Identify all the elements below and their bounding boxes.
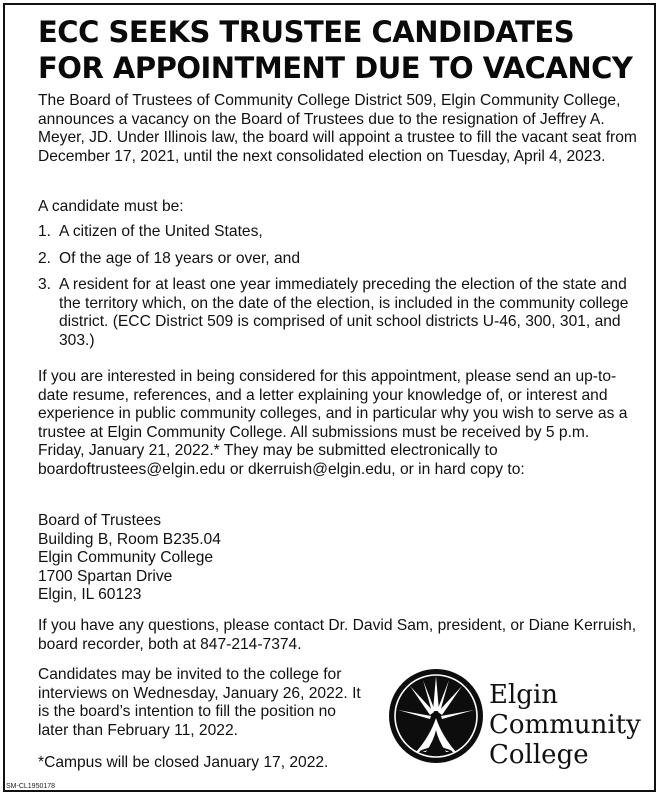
- address-line: Building B, Room B235.04: [38, 530, 221, 548]
- list-text: A resident for at least one year immediately preceding the election of the state and the territory which, on the date of the election, is included in the community college district. (ECC District 509 is comprised of unit school districts U-46, 300, 301, and 303.): [59, 276, 629, 349]
- list-item: [38, 276, 638, 350]
- requirements-heading: A candidate must be:: [38, 198, 184, 215]
- list-number: 3.: [38, 276, 52, 294]
- ecc-logo-icon: [386, 666, 486, 766]
- list-text: A citizen of the United States,: [59, 223, 263, 240]
- interviews-paragraph: Candidates may be invited to the college for interviews on Wednesday, January 26, 2022. It is the board’s intention to fill the position no later than February 11, 2022.: [38, 666, 361, 739]
- list-number: 1.: [38, 223, 52, 240]
- list-text: Of the age of 18 years or over, and: [59, 249, 300, 267]
- logo-wordmark: [489, 680, 641, 770]
- mailing-address: [38, 512, 638, 605]
- footnote: *Campus will be closed January 17, 2022.: [38, 754, 329, 771]
- address-line: Elgin Community College: [38, 549, 214, 567]
- address-line: 1700 Spartan Drive: [38, 567, 173, 585]
- logo-line: Elgin: [489, 680, 558, 710]
- intro-paragraph: The Board of Trustees of Community College District 509, Elgin Community College, announces a vacancy on the Board of Trustees due to the resignation of Jeffrey A. Meyer, JD. Under Illinois law, the board will appoint a trustee to fill the vacant seat from December 17, 2021, until the next consolidated election on Tuesday, April 4, 2023.: [38, 92, 637, 165]
- ad-code: SM-CL1950178: [6, 783, 56, 790]
- logo-line: Community: [489, 710, 641, 740]
- requirements-list: [38, 223, 638, 359]
- list-item: [38, 250, 638, 269]
- logo-line: College: [489, 740, 589, 770]
- address-line: Board of Trustees: [38, 512, 162, 529]
- contact-paragraph: If you have any questions, please contact Dr. David Sam, president, or Diane Kerruish, board recorder, both at 847-214-7374.: [38, 617, 637, 653]
- instructions-paragraph: If you are interested in being considered for this appointment, please send an up-to-date resume, references, and a letter explaining your knowledge of, or interest and experience in public community colleges, and in particular why you wish to serve as a trustee at Elgin Community College. All submissions must be received by 5 p.m. Friday, January 21, 2022.* They may be submitted electronically to boardoftrustees@elgin.edu or dkerruish@elgin.edu, or in hard copy to:: [38, 368, 628, 478]
- list-item: [38, 223, 638, 242]
- list-number: 2.: [38, 249, 52, 267]
- headline: ECC SEEKS TRUSTEE CANDIDATES FOR APPOINTMENT DUE TO VACANCY: [38, 15, 633, 85]
- address-line: Elgin, IL 60123: [38, 586, 142, 604]
